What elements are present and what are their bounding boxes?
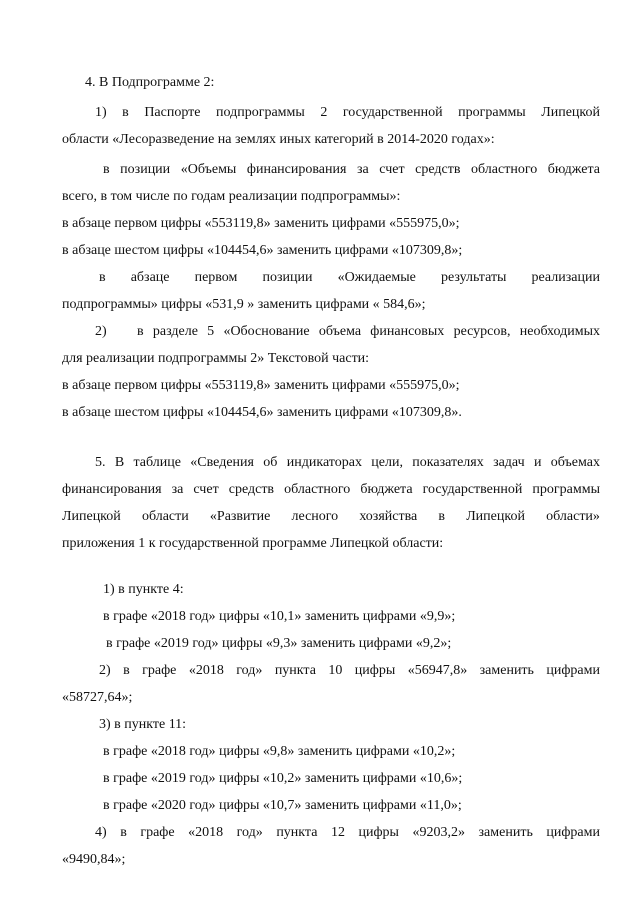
point-3-heading: 3) в пункте 11: xyxy=(99,717,187,732)
paragraph-first-change: в абзаце первом цифры «553119,8» заменить цифрами «555975,0»; xyxy=(62,216,460,231)
section-4-item-1-line-1 xyxy=(95,104,600,122)
section-4-item-2-line-1 xyxy=(137,323,600,341)
word: хозяйства xyxy=(359,509,418,524)
item-2-paragraph-first-change: в абзаце первом цифры «553119,8» заменить цифрами «555975,0»; xyxy=(62,378,460,393)
section-5-line-2 xyxy=(62,481,600,499)
paragraph-sixth-change: в абзаце шестом цифры «104454,6» заменить цифрами «107309,8»; xyxy=(62,243,463,258)
word: лесного xyxy=(291,509,339,524)
point-3-change-2018: в графе «2018 год» цифры «9,8» заменить цифрами «10,2»; xyxy=(103,744,456,759)
item-2-paragraph-sixth-change: в абзаце шестом цифры «104454,6» заменить цифрами «107309,8». xyxy=(62,405,462,420)
section-4-item-2-line-2: для реализации подпрограммы 2» Текстовой части: xyxy=(62,351,370,366)
point-4-line-2: «9490,84»; xyxy=(62,852,126,867)
section-4-item-1-line-2: области «Лесоразведение на землях иных категорий в 2014-2020 годах»: xyxy=(62,132,495,147)
word: Липецкой xyxy=(62,509,121,524)
word: позиции xyxy=(262,270,313,285)
word: абзаце xyxy=(130,270,170,285)
word: первом xyxy=(194,270,238,285)
section-4-item-2-number: 2) xyxy=(95,324,107,339)
financing-position-line-2: всего, в том числе по годам реализации подпрограммы»: xyxy=(62,189,401,204)
word: «Развитие xyxy=(209,509,271,524)
point-3-change-2019: в графе «2019 год» цифры «10,2» заменить цифрами «10,6»; xyxy=(103,771,463,786)
point-1-heading: 1) в пункте 4: xyxy=(103,582,184,597)
text-line: финансирования за счет средств областного бюджета государственной программы xyxy=(62,482,600,497)
word: «Ожидаемые xyxy=(337,270,416,285)
financing-position-line-1 xyxy=(103,161,600,179)
text-line: 2) в графе «2018 год» пункта 10 цифры «56947,8» заменить цифрами xyxy=(99,663,600,678)
word: результаты xyxy=(440,270,507,285)
text-line: в позиции «Объемы финансирования за счет средств областного бюджета xyxy=(103,162,600,177)
expected-results-line-2: подпрограммы» цифры «531,9 » заменить цифрами « 584,6»; xyxy=(62,297,426,312)
word: области» xyxy=(546,509,600,524)
text-line: 5. В таблице «Сведения об индикаторах цели, показателях задач и объемах xyxy=(95,455,600,470)
word: реализации xyxy=(531,270,600,285)
word: Липецкой xyxy=(466,509,525,524)
point-2-line-2: «58727,64»; xyxy=(62,690,133,705)
text-line: 4) в графе «2018 год» пункта 12 цифры «9203,2» заменить цифрами xyxy=(95,825,600,840)
point-1-change-2019: в графе «2019 год» цифры «9,3» заменить цифрами «9,2»; xyxy=(106,636,452,651)
point-4-line-1 xyxy=(95,824,600,842)
section-5-line-1 xyxy=(95,454,600,472)
point-3-change-2020: в графе «2020 год» цифры «10,7» заменить цифрами «11,0»; xyxy=(103,798,462,813)
point-2-line-1 xyxy=(99,662,600,680)
word: области xyxy=(141,509,189,524)
word: в xyxy=(99,270,106,285)
point-1-change-2018: в графе «2018 год» цифры «10,1» заменить цифрами «9,9»; xyxy=(103,609,456,624)
section-5-line-4: приложения 1 к государственной программе Липецкой области: xyxy=(62,536,444,551)
section-5-line-3 xyxy=(62,508,600,526)
text-line: 1) в Паспорте подпрограммы 2 государственной программы Липецкой xyxy=(95,105,600,120)
expected-results-line-1 xyxy=(99,269,600,287)
section-4-heading: 4. В Подпрограмме 2: xyxy=(85,75,215,90)
word: в xyxy=(438,509,446,524)
text-line: в разделе 5 «Обоснование объема финансовых ресурсов, необходимых xyxy=(137,324,600,339)
